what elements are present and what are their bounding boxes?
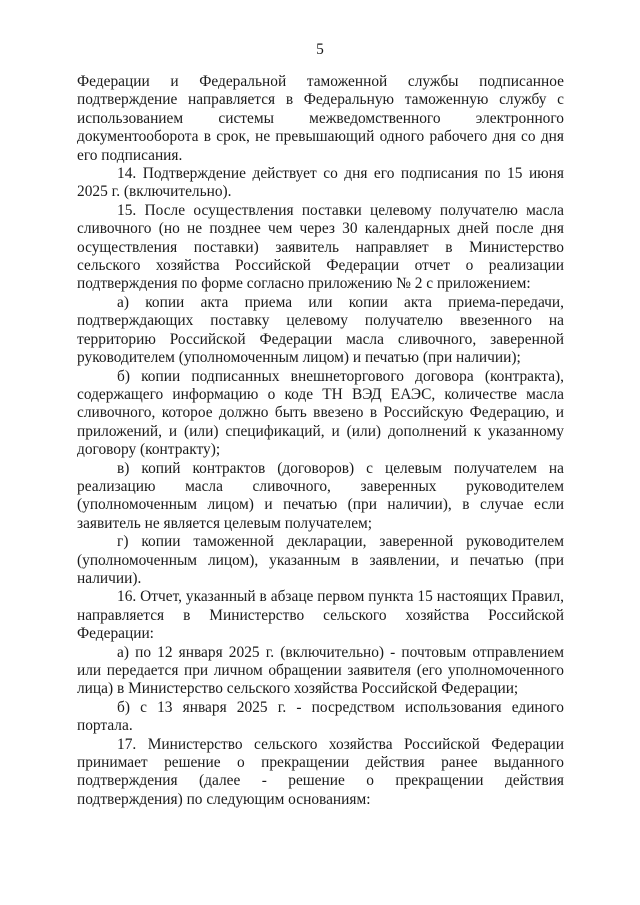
paragraph-clause-16-b: б) с 13 января 2025 г. - посредством использования единого портала. [77,698,564,735]
page-number: 5 [316,41,324,58]
paragraph-clause-15: 15. После осуществления поставки целевому получателю масла сливочного (но не позднее чем через 30 календарных дней после дня осуществления поставки) заявитель направляет в Министерство сельского хозяйства Российской Федерации отчет о реализации подтверждения по форме согласно приложению № 2 с приложением: [77,201,564,293]
paragraph-clause-15-v: в) копий контрактов (договоров) с целевым получателем на реализацию масла сливочного, заверенных руководителем (уполномоченным лицом) и печатью (при наличии), в случае если заявитель не является целевым получателем; [77,459,564,532]
paragraph-clause-15-b: б) копии подписанных внешнеторгового договора (контракта), содержащего информацию о коде ТН ВЭД ЕАЭС, количестве масла сливочного, которое должно быть ввезено в Российскую Федерацию, и приложений, и (или) спецификаций, и (или) дополнений к указанному договору (контракту); [77,367,564,459]
paragraph-clause-17: 17. Министерство сельского хозяйства Российской Федерации принимает решение о прекращении действия ранее выданного подтверждения (далее - решение о прекращении действия подтверждения) по следующим основаниям: [77,735,564,808]
paragraph-clause-16-a: а) по 12 января 2025 г. (включительно) - почтовым отправлением или передается при личном обращении заявителя (его уполномоченного лица) в Министерство сельского хозяйства Российской Федерации; [77,643,564,698]
paragraph-clause-15-g: г) копии таможенной декларации, заверенной руководителем (уполномоченным лицом), указанным в заявлении, и печатью (при наличии). [77,533,564,587]
paragraph-clause-16: 16. Отчет, указанный в абзаце первом пункта 15 настоящих Правил, направляется в Министерство сельского хозяйства Российской Федерации: [77,588,564,643]
paragraph-clause-15-a: а) копии акта приема или копии акта приема-передачи, подтверждающих поставку целевому получателю ввезенного на территорию Российской Федерации масла сливочного, заверенной руководителем (уполномоченным лицом) и печатью (при наличии); [77,293,564,367]
document-body [77,73,564,809]
paragraph-continuation: Федерации и Федеральной таможенной службы подписанное подтверждение направляется в Федеральную таможенную службу с использованием системы межведомственного электронного документооборота в срок, не превышающий одного рабочего дня со дня его подписания. [77,73,564,164]
paragraph-clause-14: 14. Подтверждение действует со дня его подписания по 15 июня 2025 г. (включительно). [77,165,564,201]
